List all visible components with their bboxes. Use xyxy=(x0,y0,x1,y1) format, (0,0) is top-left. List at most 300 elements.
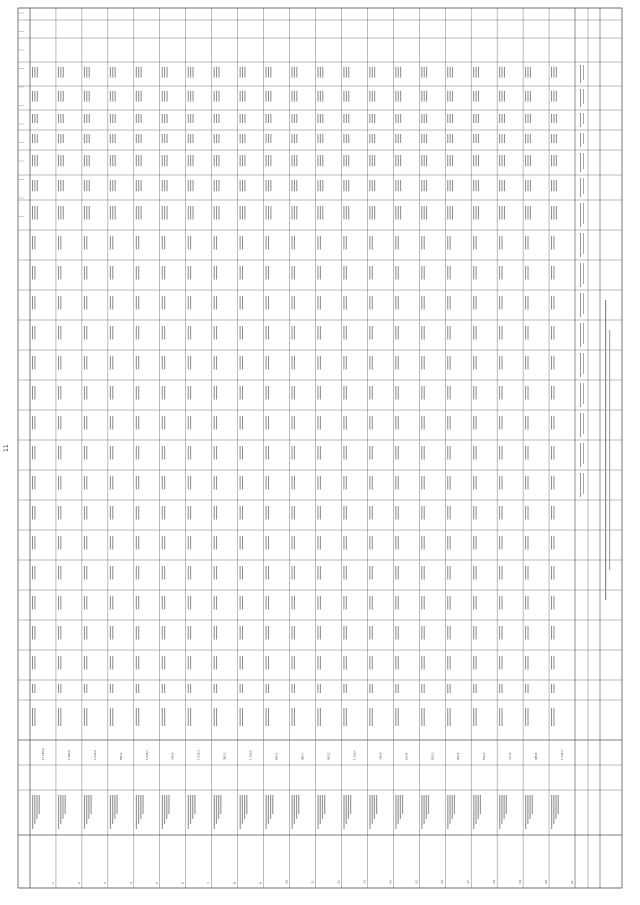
numeric-cell xyxy=(372,506,373,520)
numeric-cell xyxy=(164,206,165,220)
numeric-cell xyxy=(136,708,137,726)
numeric-cell xyxy=(58,67,59,78)
numeric-cell xyxy=(58,476,59,490)
numeric-cell xyxy=(450,180,451,191)
numeric-cell xyxy=(86,326,87,340)
header-text xyxy=(580,473,581,497)
numeric-cell xyxy=(551,67,552,78)
numeric-cell xyxy=(551,296,552,310)
numeric-cell xyxy=(193,134,194,143)
numeric-cell xyxy=(138,326,139,340)
numeric-cell xyxy=(268,296,269,310)
numeric-cell xyxy=(164,266,165,280)
numeric-cell xyxy=(421,708,422,726)
numeric-cell xyxy=(190,266,191,280)
numeric-cell xyxy=(525,266,526,280)
numeric-cell xyxy=(421,91,422,102)
numeric-cell xyxy=(499,476,500,490)
numeric-cell xyxy=(476,446,477,460)
row-name-text xyxy=(501,795,502,824)
numeric-cell xyxy=(502,134,503,143)
numeric-cell xyxy=(216,476,217,490)
numeric-cell xyxy=(138,236,139,250)
numeric-cell xyxy=(32,566,33,580)
numeric-cell xyxy=(63,67,64,78)
numeric-cell xyxy=(240,506,241,520)
row-value: 738,9 xyxy=(379,752,383,760)
numeric-cell xyxy=(369,566,370,580)
numeric-cell xyxy=(450,67,451,78)
numeric-cell xyxy=(372,446,373,460)
numeric-cell xyxy=(452,134,453,143)
numeric-cell xyxy=(320,596,321,610)
numeric-cell xyxy=(450,134,451,143)
numeric-cell xyxy=(240,266,241,280)
numeric-cell xyxy=(112,684,113,693)
numeric-cell xyxy=(317,266,318,280)
numeric-cell xyxy=(398,536,399,550)
numeric-cell xyxy=(320,206,321,220)
header-text xyxy=(583,178,584,194)
row-name-text xyxy=(62,795,63,819)
numeric-cell xyxy=(112,180,113,191)
numeric-cell xyxy=(343,180,344,191)
numeric-cell xyxy=(320,326,321,340)
row-name-text xyxy=(423,795,424,824)
numeric-cell xyxy=(218,114,219,123)
numeric-cell xyxy=(504,180,505,191)
numeric-cell xyxy=(343,356,344,370)
numeric-cell xyxy=(476,626,477,640)
numeric-cell xyxy=(34,416,35,430)
numeric-cell xyxy=(424,506,425,520)
numeric-cell xyxy=(343,506,344,520)
numeric-cell xyxy=(395,114,396,123)
numeric-cell xyxy=(343,626,344,640)
numeric-cell xyxy=(242,416,243,430)
numeric-cell xyxy=(214,476,215,490)
numeric-cell xyxy=(292,596,293,610)
numeric-cell xyxy=(190,114,191,123)
numeric-cell xyxy=(216,446,217,460)
numeric-cell xyxy=(502,356,503,370)
numeric-cell xyxy=(502,114,503,123)
numeric-cell xyxy=(499,206,500,220)
numeric-cell xyxy=(450,566,451,580)
row-name-text xyxy=(504,795,505,819)
numeric-cell xyxy=(556,180,557,191)
numeric-cell xyxy=(447,506,448,520)
numeric-cell xyxy=(167,114,168,123)
numeric-cell xyxy=(188,566,189,580)
numeric-cell xyxy=(348,155,349,166)
numeric-cell xyxy=(112,326,113,340)
numeric-cell xyxy=(164,155,165,166)
numeric-cell xyxy=(398,596,399,610)
header-text xyxy=(580,323,581,347)
numeric-cell xyxy=(266,446,267,460)
numeric-cell xyxy=(372,566,373,580)
numeric-cell xyxy=(58,326,59,340)
numeric-cell xyxy=(138,266,139,280)
numeric-cell xyxy=(369,296,370,310)
numeric-cell xyxy=(450,326,451,340)
numeric-cell xyxy=(110,326,111,340)
numeric-cell xyxy=(141,67,142,78)
numeric-cell xyxy=(162,566,163,580)
numeric-cell xyxy=(395,134,396,143)
numeric-cell xyxy=(34,684,35,693)
numeric-cell xyxy=(504,206,505,220)
numeric-cell xyxy=(216,206,217,220)
numeric-cell xyxy=(322,180,323,191)
numeric-cell xyxy=(343,236,344,250)
numeric-cell xyxy=(346,236,347,250)
numeric-cell xyxy=(292,656,293,670)
numeric-cell xyxy=(452,206,453,220)
row-name-text xyxy=(292,795,293,829)
numeric-cell xyxy=(110,656,111,670)
row-code: 14 xyxy=(388,880,393,884)
numeric-cell xyxy=(58,566,59,580)
numeric-cell xyxy=(553,476,554,490)
numeric-cell xyxy=(421,684,422,693)
row-name-text xyxy=(296,795,297,819)
header-text xyxy=(583,413,584,434)
numeric-cell xyxy=(32,416,33,430)
numeric-cell xyxy=(268,180,269,191)
numeric-cell xyxy=(320,114,321,123)
numeric-cell xyxy=(60,708,61,726)
numeric-cell xyxy=(112,416,113,430)
numeric-cell xyxy=(63,134,64,143)
numeric-cell xyxy=(551,476,552,490)
numeric-cell xyxy=(268,416,269,430)
numeric-cell xyxy=(141,180,142,191)
numeric-cell xyxy=(34,206,35,220)
numeric-cell xyxy=(317,356,318,370)
numeric-cell xyxy=(138,206,139,220)
numeric-cell xyxy=(320,356,321,370)
numeric-cell xyxy=(421,296,422,310)
numeric-cell xyxy=(447,67,448,78)
numeric-cell xyxy=(268,626,269,640)
numeric-cell xyxy=(268,91,269,102)
numeric-cell xyxy=(525,91,526,102)
numeric-cell xyxy=(60,356,61,370)
row-code: 7 xyxy=(206,882,211,884)
numeric-cell xyxy=(112,67,113,78)
numeric-cell xyxy=(343,114,344,123)
numeric-cell xyxy=(447,326,448,340)
numeric-cell xyxy=(473,114,474,123)
numeric-cell xyxy=(369,386,370,400)
numeric-cell xyxy=(421,476,422,490)
numeric-cell xyxy=(190,356,191,370)
numeric-cell xyxy=(346,206,347,220)
numeric-cell xyxy=(162,626,163,640)
numeric-cell xyxy=(58,536,59,550)
numeric-cell xyxy=(317,446,318,460)
row-name-text xyxy=(266,795,267,829)
numeric-cell xyxy=(60,596,61,610)
numeric-cell xyxy=(450,506,451,520)
numeric-cell xyxy=(395,155,396,166)
numeric-cell xyxy=(374,155,375,166)
numeric-cell xyxy=(136,684,137,693)
numeric-cell xyxy=(292,708,293,726)
numeric-cell xyxy=(551,506,552,520)
numeric-cell xyxy=(317,114,318,123)
row-value: 820,0 xyxy=(431,752,435,760)
numeric-cell xyxy=(244,206,245,220)
numeric-cell xyxy=(266,626,267,640)
numeric-cell xyxy=(242,206,243,220)
numeric-cell xyxy=(421,356,422,370)
numeric-cell xyxy=(34,266,35,280)
numeric-cell xyxy=(162,134,163,143)
numeric-cell xyxy=(473,326,474,340)
numeric-cell xyxy=(551,536,552,550)
numeric-cell xyxy=(551,596,552,610)
header-text xyxy=(580,293,581,317)
numeric-cell xyxy=(426,155,427,166)
numeric-cell xyxy=(162,506,163,520)
numeric-cell xyxy=(268,356,269,370)
numeric-cell xyxy=(343,708,344,726)
numeric-cell xyxy=(372,134,373,143)
header-text xyxy=(580,233,581,257)
numeric-cell xyxy=(162,91,163,102)
numeric-cell xyxy=(292,206,293,220)
numeric-cell xyxy=(395,708,396,726)
numeric-cell xyxy=(395,536,396,550)
numeric-cell xyxy=(218,134,219,143)
numeric-cell xyxy=(343,656,344,670)
numeric-cell xyxy=(266,236,267,250)
numeric-cell xyxy=(84,416,85,430)
row-name-text xyxy=(194,795,195,814)
numeric-cell xyxy=(447,236,448,250)
numeric-cell xyxy=(476,506,477,520)
numeric-cell xyxy=(214,416,215,430)
numeric-cell xyxy=(112,566,113,580)
numeric-cell xyxy=(447,626,448,640)
numeric-cell xyxy=(112,206,113,220)
numeric-cell xyxy=(115,67,116,78)
numeric-cell xyxy=(556,114,557,123)
row-name-text xyxy=(527,795,528,824)
numeric-cell xyxy=(292,114,293,123)
numeric-cell xyxy=(398,506,399,520)
numeric-cell xyxy=(426,114,427,123)
numeric-cell xyxy=(551,708,552,726)
numeric-cell xyxy=(346,356,347,370)
numeric-cell xyxy=(296,67,297,78)
numeric-cell xyxy=(84,236,85,250)
numeric-cell xyxy=(34,626,35,640)
numeric-cell xyxy=(317,91,318,102)
numeric-cell xyxy=(450,656,451,670)
numeric-cell xyxy=(424,114,425,123)
numeric-cell xyxy=(164,656,165,670)
numeric-cell xyxy=(84,155,85,166)
numeric-cell xyxy=(317,67,318,78)
numeric-cell xyxy=(317,206,318,220)
numeric-cell xyxy=(164,236,165,250)
header-text xyxy=(583,233,584,254)
numeric-cell xyxy=(473,536,474,550)
row-name-text xyxy=(322,795,323,819)
section-title xyxy=(605,300,606,600)
numeric-cell xyxy=(395,386,396,400)
row-name-text xyxy=(454,795,455,814)
numeric-cell xyxy=(374,114,375,123)
numeric-cell xyxy=(447,416,448,430)
row-name-text xyxy=(343,795,344,829)
numeric-cell xyxy=(190,134,191,143)
numeric-cell xyxy=(162,708,163,726)
numeric-cell xyxy=(499,91,500,102)
numeric-cell xyxy=(136,206,137,220)
numeric-cell xyxy=(527,296,528,310)
numeric-cell xyxy=(216,67,217,78)
row-name-text xyxy=(294,795,295,824)
numeric-cell xyxy=(138,566,139,580)
numeric-cell xyxy=(216,180,217,191)
numeric-cell xyxy=(58,180,59,191)
numeric-cell xyxy=(527,566,528,580)
numeric-cell xyxy=(499,536,500,550)
numeric-cell xyxy=(164,416,165,430)
numeric-cell xyxy=(553,536,554,550)
numeric-cell xyxy=(167,206,168,220)
numeric-cell xyxy=(398,684,399,693)
row-name-text xyxy=(36,795,37,819)
numeric-cell xyxy=(266,656,267,670)
numeric-cell xyxy=(400,155,401,166)
numeric-cell xyxy=(473,134,474,143)
numeric-cell xyxy=(346,114,347,123)
numeric-cell xyxy=(317,536,318,550)
numeric-cell xyxy=(34,91,35,102)
numeric-cell xyxy=(32,206,33,220)
numeric-cell xyxy=(240,67,241,78)
numeric-cell xyxy=(553,67,554,78)
numeric-cell xyxy=(138,536,139,550)
numeric-cell xyxy=(34,506,35,520)
numeric-cell xyxy=(553,684,554,693)
numeric-cell xyxy=(193,180,194,191)
header-text xyxy=(580,413,581,437)
numeric-cell xyxy=(240,708,241,726)
numeric-cell xyxy=(268,155,269,166)
numeric-cell xyxy=(266,596,267,610)
numeric-cell xyxy=(499,134,500,143)
numeric-cell xyxy=(424,656,425,670)
numeric-cell xyxy=(138,155,139,166)
numeric-cell xyxy=(141,91,142,102)
row-value: 701,8 xyxy=(509,752,513,760)
numeric-cell xyxy=(317,386,318,400)
numeric-cell xyxy=(110,416,111,430)
numeric-cell xyxy=(343,206,344,220)
numeric-cell xyxy=(294,134,295,143)
numeric-cell xyxy=(162,114,163,123)
numeric-cell xyxy=(450,356,451,370)
row-name-text xyxy=(32,795,33,829)
numeric-cell xyxy=(527,134,528,143)
numeric-cell xyxy=(426,180,427,191)
numeric-cell xyxy=(164,506,165,520)
numeric-cell xyxy=(294,476,295,490)
numeric-cell xyxy=(193,114,194,123)
numeric-cell xyxy=(162,596,163,610)
numeric-cell xyxy=(268,236,269,250)
numeric-cell xyxy=(242,684,243,693)
numeric-cell xyxy=(452,155,453,166)
numeric-cell xyxy=(424,326,425,340)
numeric-cell xyxy=(136,656,137,670)
row-name-text xyxy=(272,795,273,814)
numeric-cell xyxy=(346,656,347,670)
row-name-text xyxy=(506,795,507,814)
row-name-text xyxy=(475,795,476,824)
numeric-cell xyxy=(138,180,139,191)
row-value: 5 433,7 xyxy=(145,750,149,760)
numeric-cell xyxy=(136,446,137,460)
numeric-cell xyxy=(317,180,318,191)
numeric-cell xyxy=(266,476,267,490)
numeric-cell xyxy=(551,91,552,102)
row-name-text xyxy=(551,795,552,829)
numeric-cell xyxy=(86,91,87,102)
numeric-cell xyxy=(530,180,531,191)
numeric-cell xyxy=(395,356,396,370)
numeric-cell xyxy=(84,684,85,693)
numeric-cell xyxy=(372,626,373,640)
numeric-cell xyxy=(398,67,399,78)
numeric-cell xyxy=(112,708,113,726)
numeric-cell xyxy=(346,684,347,693)
numeric-cell xyxy=(421,114,422,123)
numeric-cell xyxy=(499,656,500,670)
numeric-cell xyxy=(34,708,35,726)
row-code: 16 xyxy=(440,880,445,884)
numeric-cell xyxy=(502,626,503,640)
row-name-text xyxy=(317,795,318,829)
numeric-cell xyxy=(551,236,552,250)
numeric-cell xyxy=(214,91,215,102)
numeric-cell xyxy=(499,326,500,340)
numeric-cell xyxy=(499,708,500,726)
numeric-cell xyxy=(317,476,318,490)
numeric-cell xyxy=(136,506,137,520)
numeric-cell xyxy=(369,536,370,550)
numeric-cell xyxy=(502,155,503,166)
numeric-cell xyxy=(37,206,38,220)
numeric-cell xyxy=(60,656,61,670)
row-name-text xyxy=(39,795,40,814)
numeric-cell xyxy=(268,656,269,670)
numeric-cell xyxy=(372,596,373,610)
numeric-cell xyxy=(218,206,219,220)
numeric-cell xyxy=(499,386,500,400)
row-code: 8 xyxy=(232,882,237,884)
numeric-cell xyxy=(476,416,477,430)
numeric-cell xyxy=(58,708,59,726)
numeric-cell xyxy=(34,596,35,610)
